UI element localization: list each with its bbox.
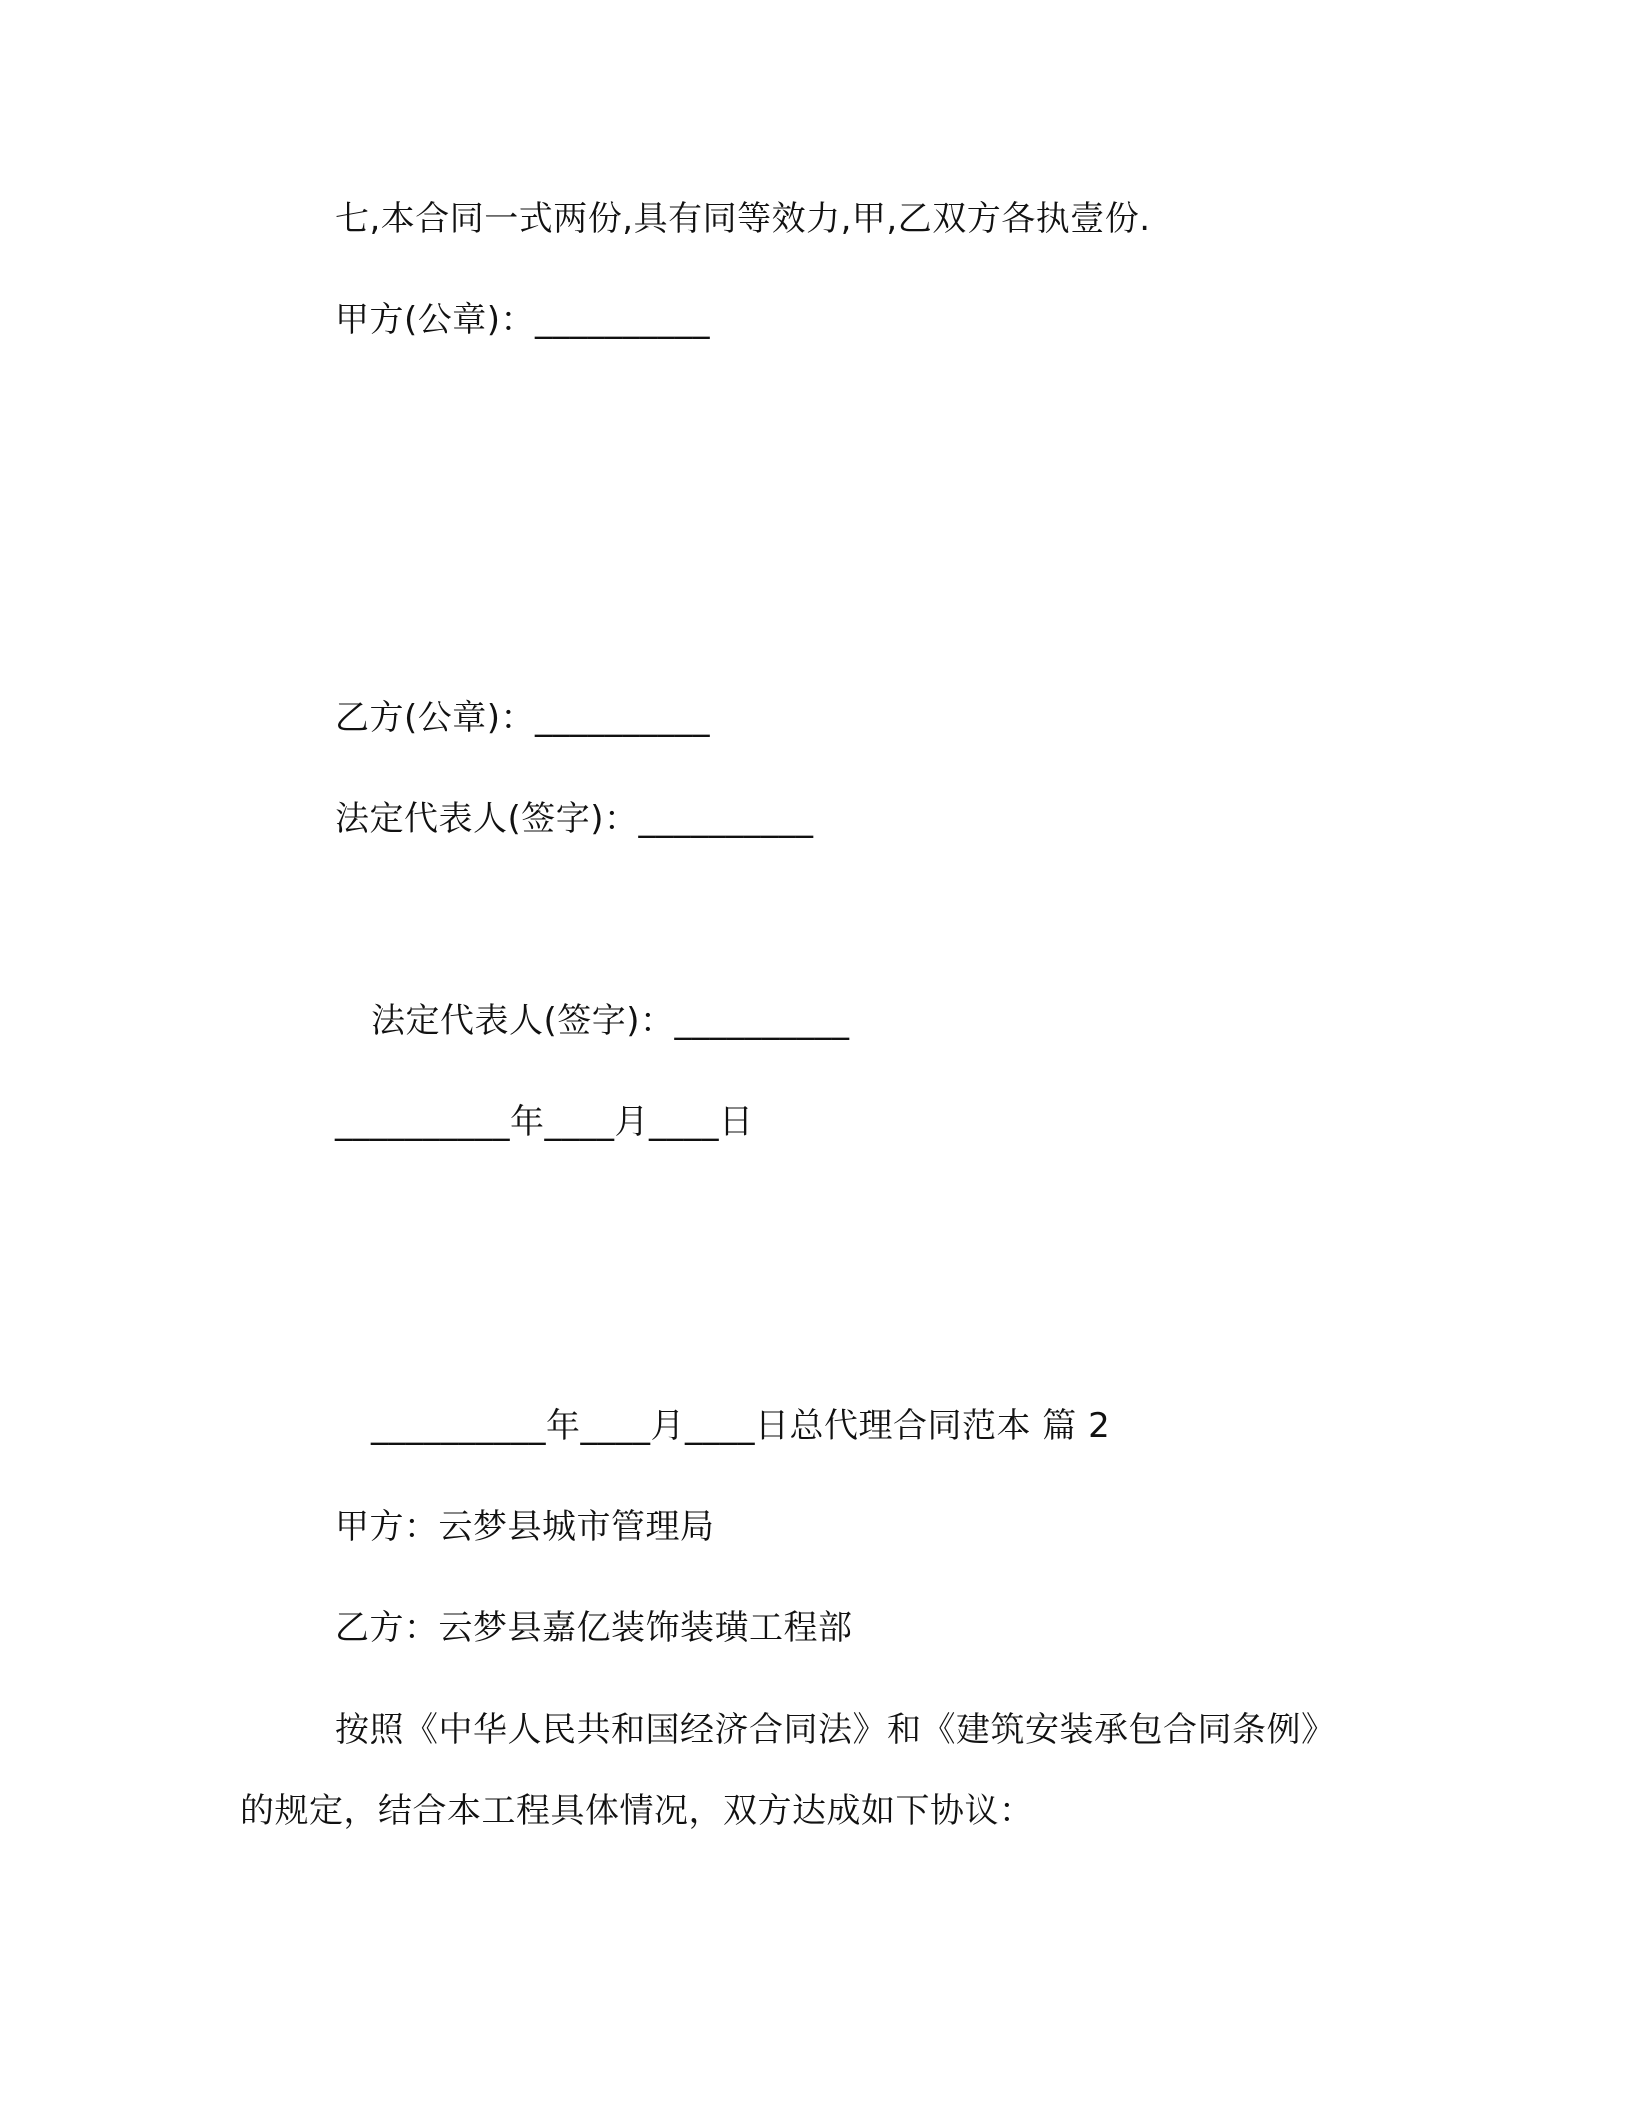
clause-7-text: 七,本合同一式两份,具有同等效力,甲,乙双方各执壹份. <box>335 199 1151 239</box>
intro-paragraph-line-2: 的规定，结合本工程具体情况，双方达成如下协议： <box>240 1791 1034 1831</box>
legal-representative-signature-1: 法定代表人(签字)：__________ <box>335 799 814 839</box>
party-a-name: 甲方：云梦县城市管理局 <box>335 1507 715 1547</box>
section-heading: __________年____月____日总代理合同范本 篇 2 <box>371 1406 1111 1446</box>
intro-paragraph-line-1: 按照《中华人民共和国经济合同法》和《建筑安装承包合同条例》 <box>335 1710 1336 1750</box>
party-b-seal-line: 乙方(公章)：__________ <box>335 698 711 738</box>
date-line: __________年____月____日 <box>335 1102 754 1142</box>
party-b-name: 乙方：云梦县嘉亿装饰装璜工程部 <box>335 1608 853 1648</box>
party-a-seal-line: 甲方(公章)：__________ <box>335 300 711 340</box>
legal-representative-signature-2: 法定代表人(签字)：__________ <box>371 1001 850 1041</box>
